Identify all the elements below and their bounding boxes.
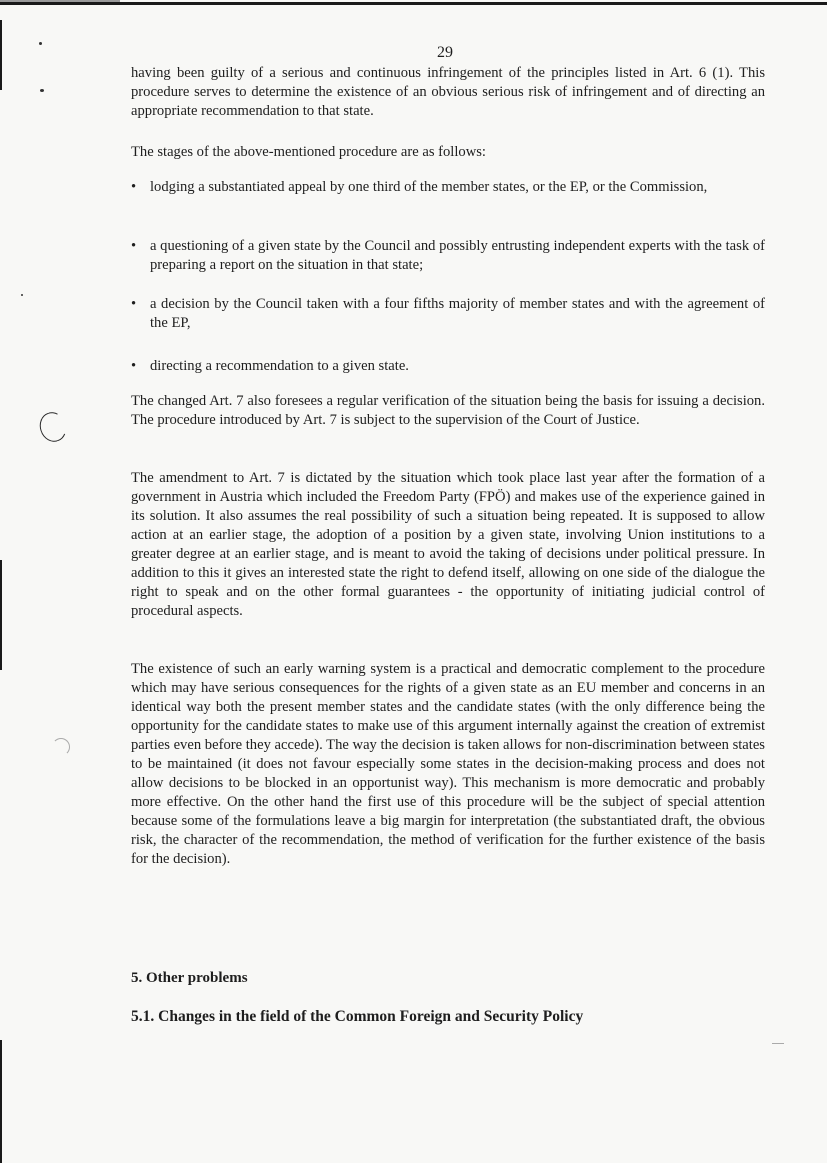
list-item-text: directing a recommendation to a given state. — [150, 358, 409, 374]
list-item — [131, 295, 765, 335]
page-number: 29 — [437, 44, 453, 61]
margin-dash — [772, 1043, 784, 1044]
punch-hole-mark — [36, 408, 71, 445]
bullet-icon: • — [131, 358, 137, 374]
bullet-icon: • — [131, 296, 137, 312]
list-item-text: a questioning of a given state by the Council and possibly entrusting independent experts with the task of preparing a report on the situation in that state; — [150, 238, 765, 273]
intro-paragraph: having been guilty of a serious and continuous infringement of the principles listed in Art. 6 (1). This procedure serves to determine the existence of an obvious serious risk of infringement and of directing an appropriate recommendation to that state. — [131, 65, 765, 119]
scan-speck — [40, 89, 44, 92]
left-edge-line-middle — [0, 560, 2, 670]
stages-intro-paragraph: The stages of the above-mentioned procedure are as follows: — [131, 144, 486, 160]
subsection-heading: 5.1. Changes in the field of the Common Foreign and Security Policy — [131, 1008, 584, 1025]
top-border-line — [0, 2, 827, 5]
section-heading: 5. Other problems — [131, 970, 248, 986]
list-item — [131, 357, 765, 377]
bullet-icon: • — [131, 179, 137, 195]
list-item — [131, 237, 765, 277]
left-edge-line-bottom — [0, 1040, 2, 1163]
scan-speck — [39, 42, 42, 45]
list-item-text: a decision by the Council taken with a four fifths majority of member states and with the agreement of the EP, — [150, 296, 765, 331]
bullet-icon: • — [131, 238, 137, 254]
verification-paragraph: The changed Art. 7 also foresees a regular verification of the situation being the basis for issuing a decision. The procedure introduced by Art. 7 is subject to the supervision of the Court of Justice. — [131, 393, 765, 428]
list-item-text: lodging a substantiated appeal by one third of the member states, or the EP, or the Commission, — [150, 179, 708, 195]
left-edge-line-top — [0, 20, 2, 90]
scan-speck — [21, 294, 23, 296]
amendment-paragraph: The amendment to Art. 7 is dictated by the situation which took place last year after the formation of a government in Austria which included the Freedom Party (FPÖ) and makes use of the experience gained in its solution. It also assumes the real possibility of such a situation being repeated. It is supposed to allow action at an earlier stage, the adoption of a position by a given state, involving Union institutions to a greater degree at an earlier stage, and is meant to avoid the taking of decisions under political pressure. In addition to this it gives an interested state the right to defend itself, allowing on one side of the dialogue the right to speak and on the other formal guarantees - the opportunity of initiating judicial control of procedural aspects. — [131, 470, 765, 619]
faint-punch-mark — [52, 738, 70, 756]
early-warning-paragraph: The existence of such an early warning system is a practical and democratic complement to the procedure which may have serious consequences for the rights of a given state as an EU member and concerns in an identical way both the present member states and the candidate states (with the only difference being the opportunity for the candidate states to make use of this argument internally against the creation of extremist parties even before they accede). The way the decision is taken allows for non-discrimination between states to be maintained (it does not favour especially some states in the decision-making process and does not allow decisions to be blocked in an opportunist way). This mechanism is more democratic and probably more effective. On the other hand the first use of this procedure will be the subject of special attention because some of the formulations leave a big margin for interpretation (the substantiated draft, the obvious risk, the character of the recommendation, the method of verification for the further existence of the basis for the decision). — [131, 661, 765, 867]
list-item — [131, 178, 765, 218]
